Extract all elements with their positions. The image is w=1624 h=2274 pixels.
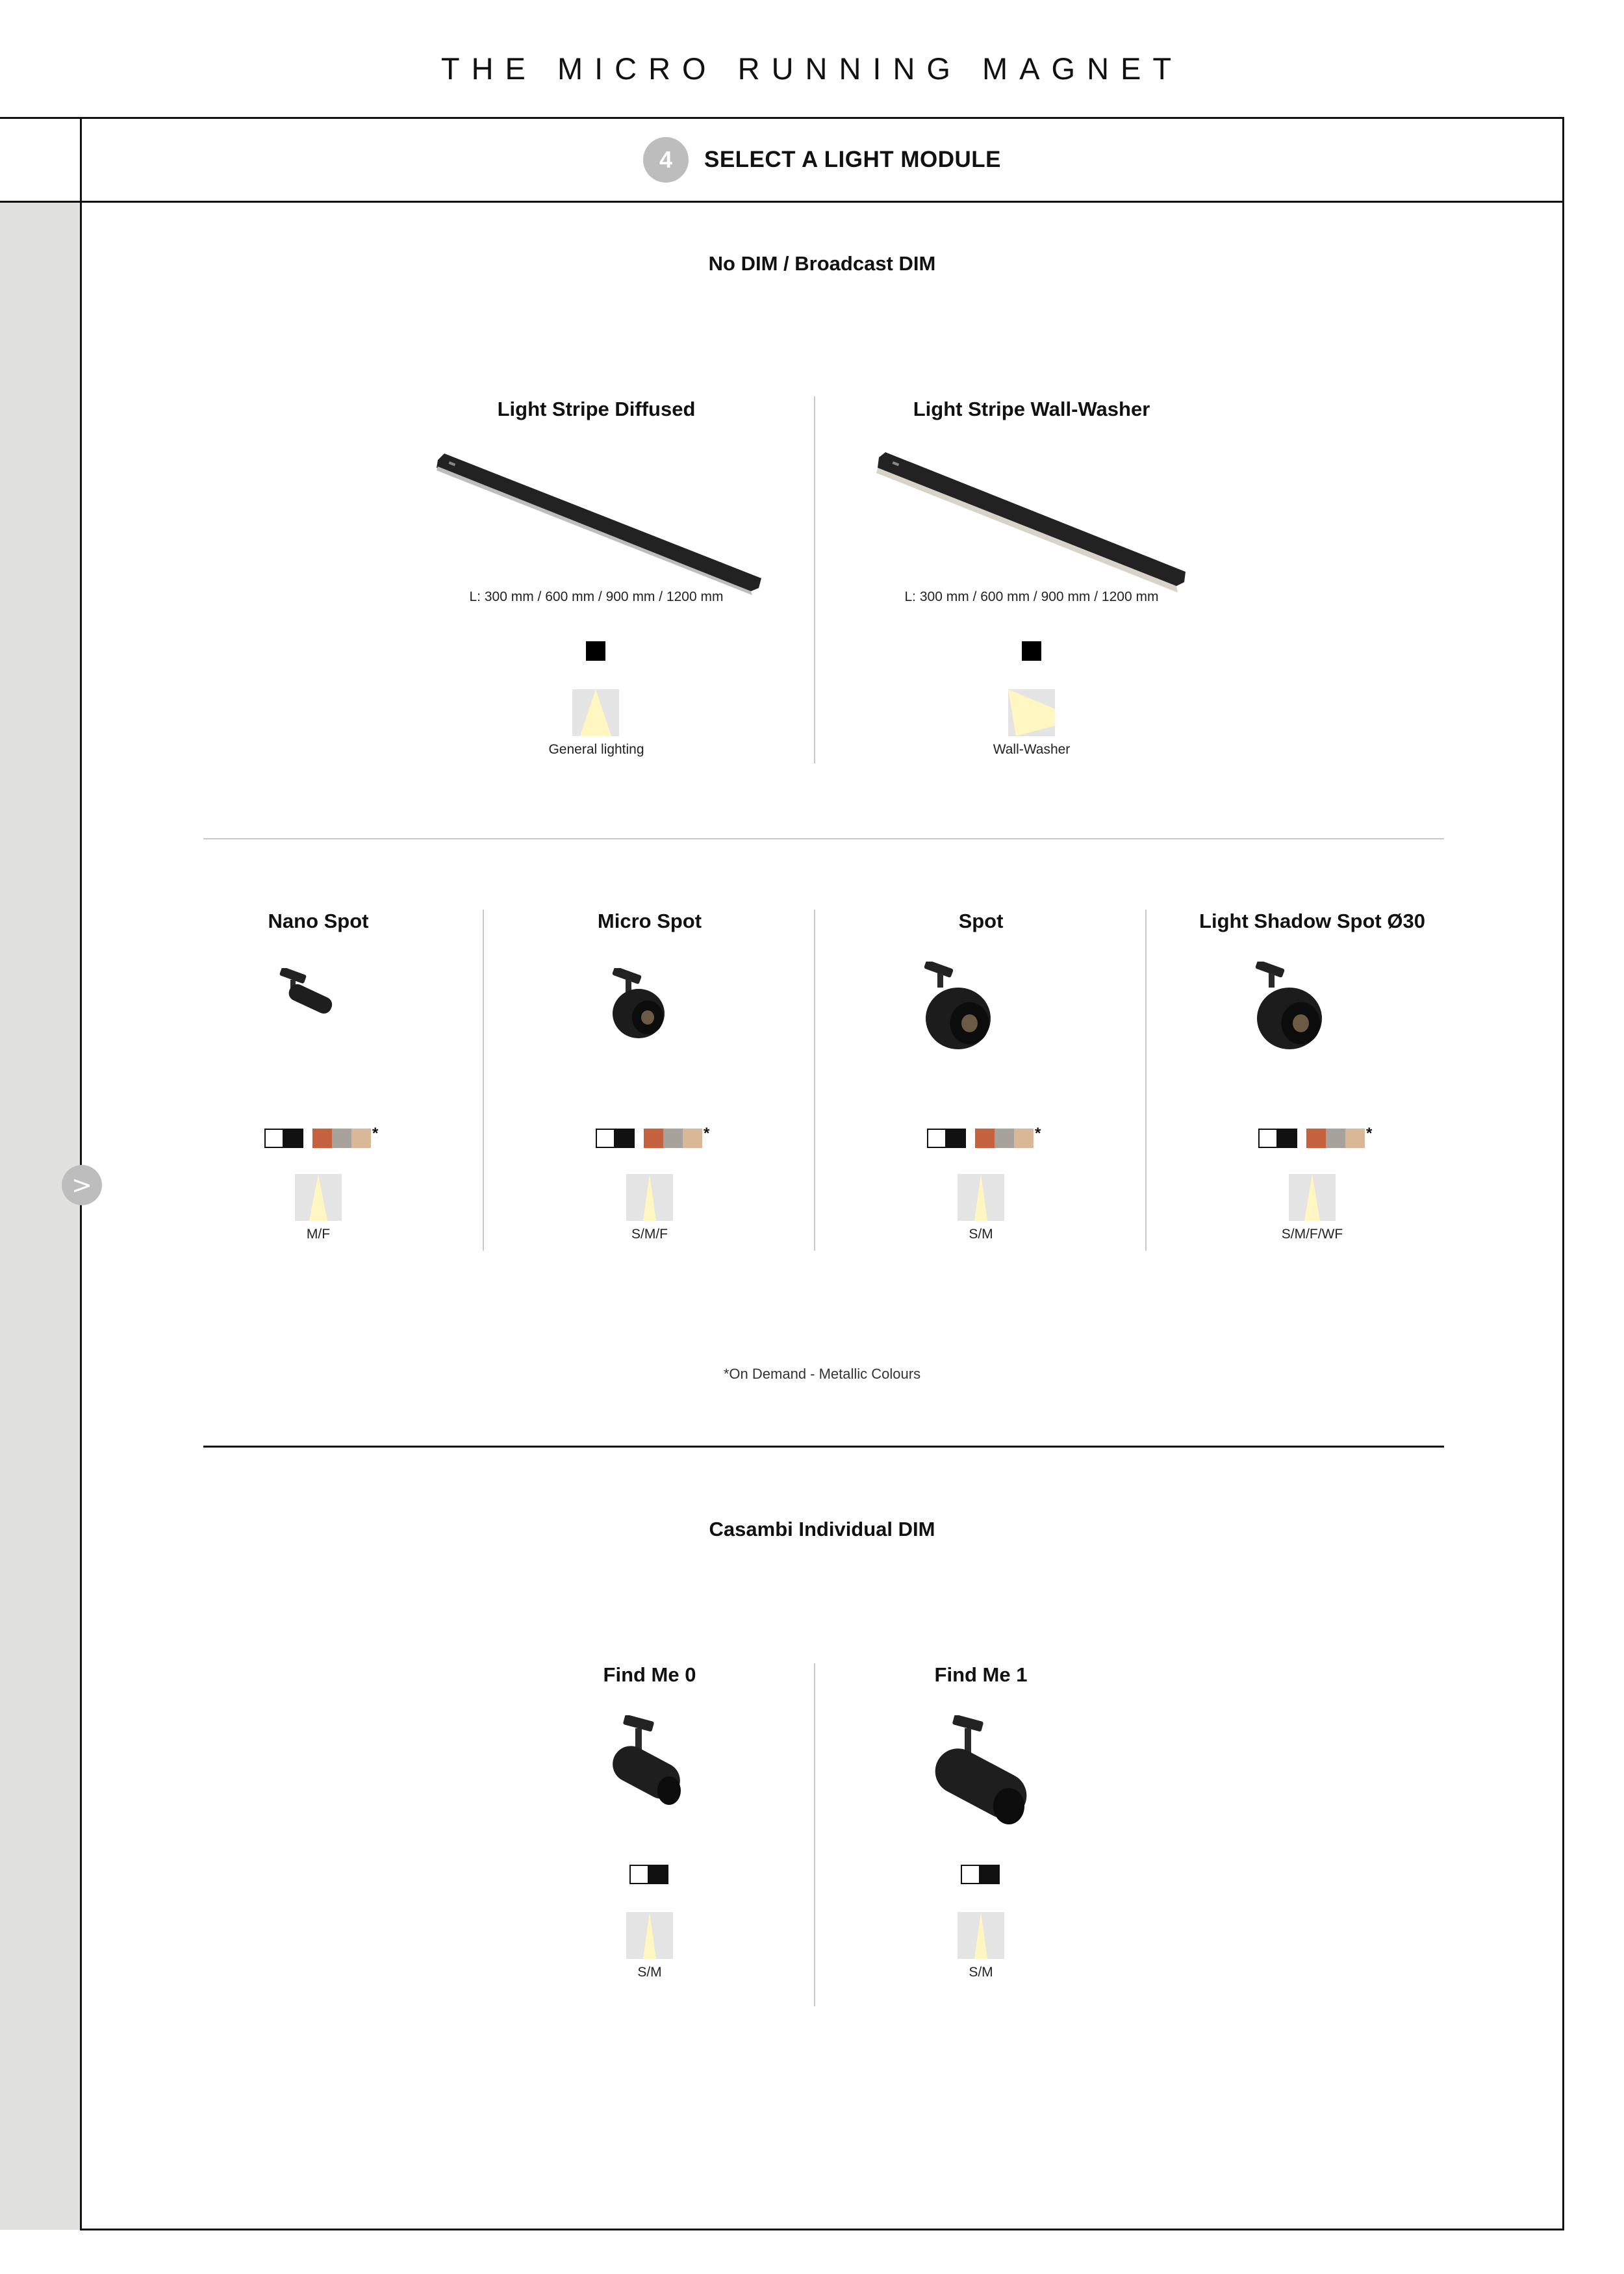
section-divider: [203, 838, 1444, 839]
color-swatch-gold[interactable]: [351, 1129, 371, 1148]
section-divider-dark: [203, 1446, 1444, 1448]
color-swatch-white[interactable]: [1258, 1129, 1278, 1148]
step-number-badge: 4: [643, 137, 689, 183]
beam-angle-icon: [958, 1912, 1004, 1959]
stripe-length-caption: L: 300 mm / 600 mm / 900 mm / 1200 mm: [904, 589, 1159, 604]
beam-caption: Wall-Washer: [993, 742, 1071, 757]
beam-angle-icon: [1289, 1174, 1336, 1221]
color-swatch-copper[interactable]: [975, 1129, 995, 1148]
spot-lamp-image: [276, 968, 361, 1069]
beam-caption: S/M: [637, 1965, 662, 1980]
color-swatch-white[interactable]: [264, 1129, 284, 1148]
color-swatch-gold[interactable]: [1345, 1129, 1365, 1148]
color-swatches: [927, 1125, 1041, 1148]
color-swatch-white[interactable]: [629, 1865, 649, 1884]
findme-lamp-image: [604, 1715, 695, 1829]
module-name: Find Me 0: [603, 1663, 696, 1686]
stripe-length-caption: L: 300 mm / 600 mm / 900 mm / 1200 mm: [469, 589, 724, 604]
findme-lamp-image: [919, 1715, 1043, 1848]
color-swatch-gold[interactable]: [683, 1129, 702, 1148]
spot-separator: [814, 910, 815, 1251]
section-title-broadcast: No DIM / Broadcast DIM: [708, 252, 936, 275]
beam-caption: S/M: [969, 1227, 993, 1242]
color-swatch-copper[interactable]: [312, 1129, 332, 1148]
color-swatch-copper[interactable]: [644, 1129, 663, 1148]
beam-angle-icon: [626, 1912, 673, 1959]
color-swatch-silver[interactable]: [1326, 1129, 1345, 1148]
next-page-button[interactable]: [62, 1165, 102, 1205]
footnote: *On Demand - Metallic Colours: [723, 1366, 921, 1382]
light-stripe-diffused-image: [434, 448, 765, 598]
color-swatches: [264, 1125, 379, 1148]
beam-angle-icon: [295, 1174, 342, 1221]
color-swatch-copper[interactable]: [1306, 1129, 1326, 1148]
beam-caption: S/M: [969, 1965, 993, 1980]
frame-header-rule: [0, 201, 1564, 203]
beam-caption: M/F: [306, 1227, 331, 1242]
color-swatch-white[interactable]: [961, 1865, 980, 1884]
beam-caption: General lighting: [548, 742, 644, 757]
color-swatch-black[interactable]: [946, 1129, 966, 1148]
module-light-stripe-diffused[interactable]: [434, 398, 759, 421]
step-header: [82, 119, 1562, 201]
on-demand-asterisk: *: [1366, 1125, 1373, 1142]
color-swatch-gold[interactable]: [1014, 1129, 1034, 1148]
spot-separator: [483, 910, 484, 1251]
beam-caption: S/M/F: [631, 1227, 668, 1242]
color-swatch-white[interactable]: [927, 1129, 946, 1148]
beam-general-lighting-icon: [572, 689, 619, 736]
color-swatch-silver[interactable]: [663, 1129, 683, 1148]
color-swatch-black[interactable]: [284, 1129, 303, 1148]
module-name: Spot: [958, 910, 1004, 932]
chevron-right-icon: >: [71, 1171, 92, 1199]
module-name: Nano Spot: [268, 910, 369, 932]
spot-separator: [1145, 910, 1147, 1251]
module-name: Micro Spot: [597, 910, 702, 932]
spot-lamp-image: [607, 968, 692, 1069]
on-demand-asterisk: *: [1035, 1125, 1041, 1142]
frame-bottom-rule: [80, 2229, 1564, 2230]
sidebar: [0, 201, 81, 2230]
module-name: Light Stripe Wall-Washer: [913, 398, 1150, 420]
color-swatch-silver[interactable]: [995, 1129, 1014, 1148]
beam-angle-icon: [626, 1174, 673, 1221]
color-swatch-silver[interactable]: [332, 1129, 351, 1148]
on-demand-asterisk: *: [704, 1125, 710, 1142]
color-swatch-black[interactable]: [586, 641, 605, 661]
color-swatch-black[interactable]: [1022, 641, 1041, 661]
module-light-stripe-wall-washer[interactable]: [869, 398, 1194, 421]
beam-caption: S/M/F/WF: [1281, 1227, 1343, 1242]
color-swatch-white[interactable]: [596, 1129, 615, 1148]
beam-wall-washer-icon: [1008, 689, 1055, 736]
frame-right-rule: [1562, 117, 1564, 2230]
color-swatches: [961, 1865, 1000, 1884]
spot-lamp-image: [919, 962, 1043, 1095]
findme-separator: [814, 1663, 815, 2006]
color-swatches: [596, 1125, 710, 1148]
module-name: Light Stripe Diffused: [497, 398, 696, 420]
color-swatch-black[interactable]: [649, 1865, 668, 1884]
color-swatch-black[interactable]: [1278, 1129, 1297, 1148]
color-swatches: [1258, 1125, 1373, 1148]
light-stripe-wall-washer-image: [874, 448, 1192, 598]
color-swatches: [629, 1865, 668, 1884]
stripe-separator: [814, 396, 815, 763]
module-name: Light Shadow Spot Ø30: [1199, 910, 1425, 932]
color-swatch-black[interactable]: [615, 1129, 635, 1148]
spot-lamp-image: [1250, 962, 1374, 1095]
document-title: THE MICRO RUNNING MAGNET: [440, 51, 1184, 86]
module-name: Find Me 1: [934, 1663, 1028, 1686]
step-label: SELECT A LIGHT MODULE: [704, 147, 1002, 172]
on-demand-asterisk: *: [372, 1125, 379, 1142]
color-swatch-black[interactable]: [980, 1865, 1000, 1884]
beam-angle-icon: [958, 1174, 1004, 1221]
section-title-casambi: Casambi Individual DIM: [709, 1518, 935, 1540]
